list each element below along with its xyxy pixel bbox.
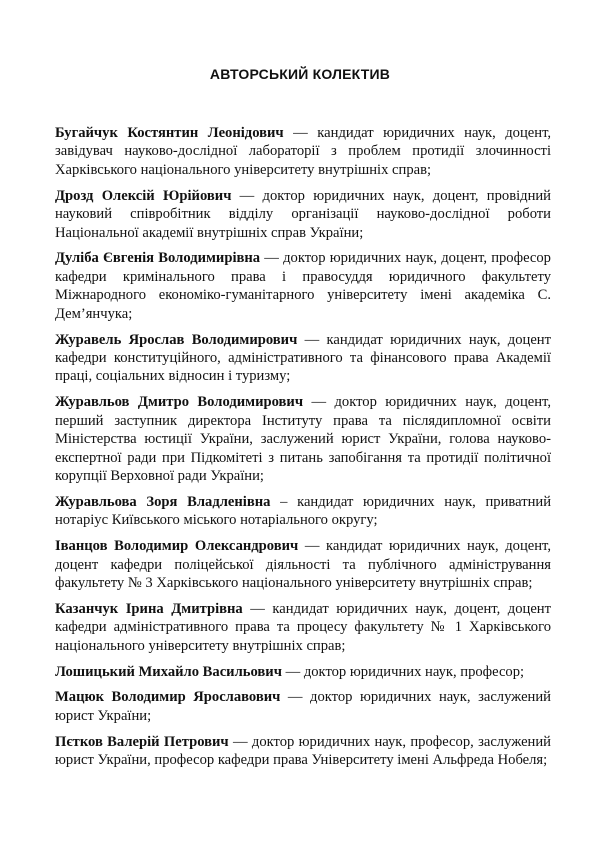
- author-name: Пєтков Валерій Петрович: [55, 733, 229, 750]
- author-description: — доктор юридичних наук, доцент, професор кафедри кримінального права і правосуддя юридичного факультету Міжнародного економіко-гуманітарного університету імені академіка С. Дем’янчука;: [55, 250, 551, 322]
- author-entry: [55, 493, 551, 530]
- author-list: [55, 124, 551, 777]
- author-entry: [55, 187, 551, 242]
- author-entry: [55, 124, 551, 179]
- author-entry: [55, 733, 551, 770]
- author-entry: [55, 393, 551, 485]
- author-name: Дуліба Євгенія Володимирівна: [55, 250, 261, 267]
- author-entry: [55, 537, 551, 592]
- author-name: Журавльова Зоря Владленівна: [55, 493, 271, 510]
- author-name: Журавльов Дмитро Володимирович: [55, 394, 304, 411]
- author-entry: [55, 331, 551, 386]
- author-entry: [55, 663, 551, 681]
- page-title: АВТОРСЬКИЙ КОЛЕКТИВ: [209, 66, 391, 82]
- author-name: Бугайчук Костянтин Леонідович: [55, 125, 284, 141]
- author-entry: [55, 688, 551, 725]
- author-description: — кандидат юридичних наук, доцент, доцент кафедри адміністративного права та процесу факультету № 1 Харківського національного університету внутрішніх справ;: [55, 600, 551, 654]
- author-description: — доктор юридичних наук, доцент, провідний науковий співробітник відділу організації науково-дослідної роботи Національної академії внутрішніх справ України;: [55, 187, 551, 241]
- author-description: — кандидат юридичних наук, доцент, доцент кафедри поліцейської діяльності та публічного адміністрування факультету № 3 Харківського національного університету внутрішніх справ;: [55, 538, 551, 591]
- author-description: — доктор юридичних наук, заслужений юрист України;: [55, 689, 551, 724]
- author-name: Журавель Ярослав Володимирович: [55, 331, 298, 348]
- author-description: — доктор юридичних наук, професор;: [281, 663, 525, 680]
- author-entry: [55, 600, 551, 655]
- author-name: Дрозд Олексій Юрійович: [55, 187, 232, 204]
- author-description: — доктор юридичних наук, професор, заслужений юрист України, професор кафедри права Університету імені Альфреда Нобеля;: [55, 733, 551, 769]
- author-name: Казанчук Ірина Дмитрівна: [55, 600, 243, 617]
- author-name: Мацюк Володимир Ярославович: [55, 689, 281, 706]
- author-name: Лошицький Михайло Васильович: [55, 663, 282, 680]
- author-description: — кандидат юридичних наук, доцент, завідувач науково-дослідної лабораторії з проблем протидії злочинності Харківського національного університету внутрішніх справ;: [55, 125, 552, 178]
- author-entry: [55, 249, 551, 323]
- author-description: — доктор юридичних наук, доцент, перший заступник директора Інституту права та післядипломної освіти Міністерства юстиції України, заслужений юрист України, голова науково- експертної ради при Підкомітеті з питань запобігання та протидії політичної корупції Верховної ради України;: [55, 394, 551, 484]
- author-name: Іванцов Володимир Олександрович: [55, 538, 299, 555]
- author-description: — кандидат юридичних наук, доцент кафедри конституційного, адміністративного та фінансового права Академії праці, соціальних відносин і туризму;: [55, 331, 551, 385]
- author-description: – кандидат юридичних наук, приватний нотаріус Київського міського нотаріального округу;: [55, 493, 552, 529]
